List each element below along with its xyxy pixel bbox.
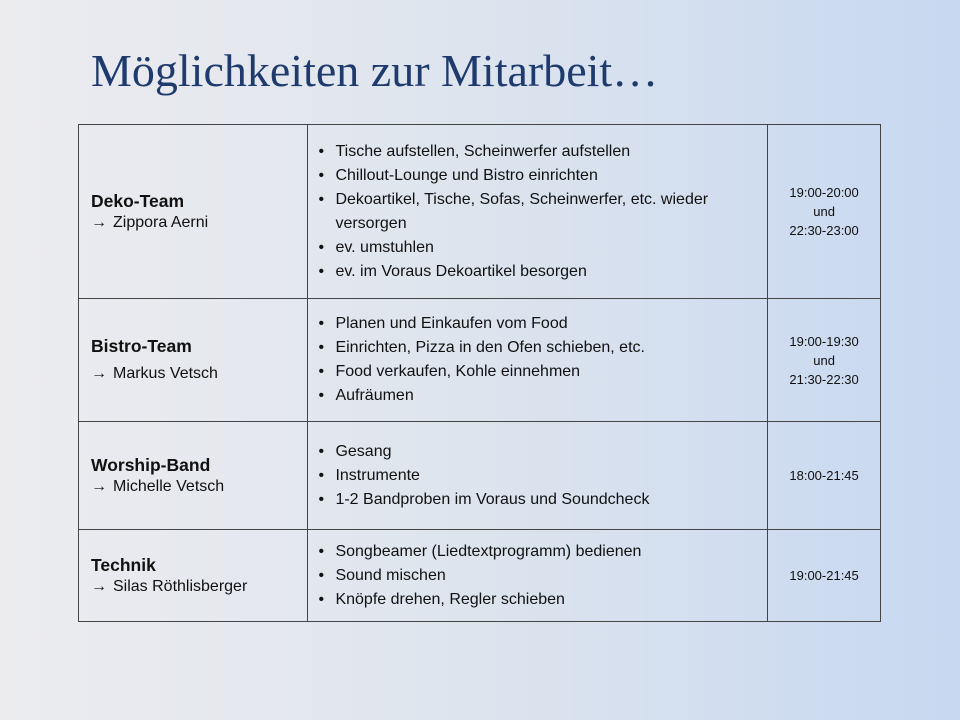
list-item: • ev. im Voraus Dekoartikel besorgen bbox=[318, 260, 759, 284]
role-name: Deko-Team bbox=[91, 190, 185, 211]
role-cell bbox=[79, 530, 308, 622]
role-cell bbox=[79, 422, 308, 530]
list-item: • Gesang bbox=[318, 440, 759, 464]
lead-name: Zippora Aerni bbox=[113, 213, 209, 231]
role-name: Worship-Band bbox=[91, 454, 211, 475]
arrow-right-icon: → bbox=[91, 577, 107, 595]
list-item: • Planen und Einkaufen vom Food bbox=[318, 312, 759, 336]
roles-table bbox=[78, 124, 881, 622]
list-item: • ev. umstuhlen bbox=[318, 236, 759, 260]
slide-title: Möglichkeiten zur Mitarbeit… bbox=[91, 45, 659, 96]
table-row bbox=[79, 299, 881, 422]
role-lead bbox=[91, 576, 307, 598]
arrow-right-icon: → bbox=[91, 477, 107, 495]
list-item: • Tische aufstellen, Scheinwerfer aufstellen bbox=[318, 140, 759, 164]
lead-name: Markus Vetsch bbox=[113, 365, 218, 382]
time-end: 21:30-22:30 bbox=[789, 371, 859, 387]
list-item: • Chillout-Lounge und Bistro einrichten bbox=[318, 164, 759, 188]
task-list bbox=[308, 440, 767, 512]
list-item: • Food verkaufen, Kohle einnehmen bbox=[318, 360, 759, 384]
table-row bbox=[79, 125, 881, 299]
time-end: 22:30-23:00 bbox=[789, 223, 859, 238]
list-item: • Einrichten, Pizza in den Ofen schieben, etc. bbox=[318, 336, 759, 360]
time-connector: und bbox=[813, 204, 835, 219]
time-range: 19:00-21:45 bbox=[789, 568, 859, 583]
list-item: • 1-2 Bandproben im Voraus und Soundcheck bbox=[318, 488, 759, 512]
list-item: • Dekoartikel, Tische, Sofas, Scheinwerfer, etc. wieder versorgen bbox=[318, 188, 759, 236]
role-lead bbox=[91, 363, 307, 385]
list-item: • Sound mischen bbox=[318, 564, 759, 588]
list-item: • Instrumente bbox=[318, 464, 759, 488]
role-name: Technik bbox=[91, 554, 156, 575]
tasks-cell bbox=[308, 299, 768, 422]
list-item: • Aufräumen bbox=[318, 384, 759, 408]
table-row bbox=[79, 530, 881, 622]
role-name: Bistro-Team bbox=[91, 336, 192, 356]
list-item: • Songbeamer (Liedtextprogramm) bedienen bbox=[318, 540, 759, 564]
time-cell bbox=[768, 299, 881, 422]
time-cell bbox=[768, 422, 881, 530]
role-cell bbox=[79, 125, 308, 299]
task-list bbox=[308, 312, 767, 408]
role-lead bbox=[91, 476, 307, 498]
role-lead bbox=[91, 212, 307, 234]
task-list bbox=[308, 540, 767, 612]
time-start: 19:00-19:30 bbox=[789, 333, 859, 349]
time-cell bbox=[768, 125, 881, 299]
table-row bbox=[79, 422, 881, 530]
arrow-right-icon: → bbox=[91, 213, 107, 231]
list-item: • Knöpfe drehen, Regler schieben bbox=[318, 588, 759, 612]
tasks-cell bbox=[308, 125, 768, 299]
lead-name: Michelle Vetsch bbox=[113, 477, 225, 495]
tasks-cell bbox=[308, 530, 768, 622]
arrow-right-icon: → bbox=[91, 365, 107, 382]
time-cell bbox=[768, 530, 881, 622]
time-start: 19:00-20:00 bbox=[789, 185, 859, 200]
role-cell bbox=[79, 299, 308, 422]
time-connector: und bbox=[813, 352, 835, 368]
tasks-cell bbox=[308, 422, 768, 530]
task-list bbox=[308, 140, 767, 284]
time-range: 18:00-21:45 bbox=[789, 468, 859, 483]
lead-name: Silas Röthlisberger bbox=[113, 577, 248, 595]
